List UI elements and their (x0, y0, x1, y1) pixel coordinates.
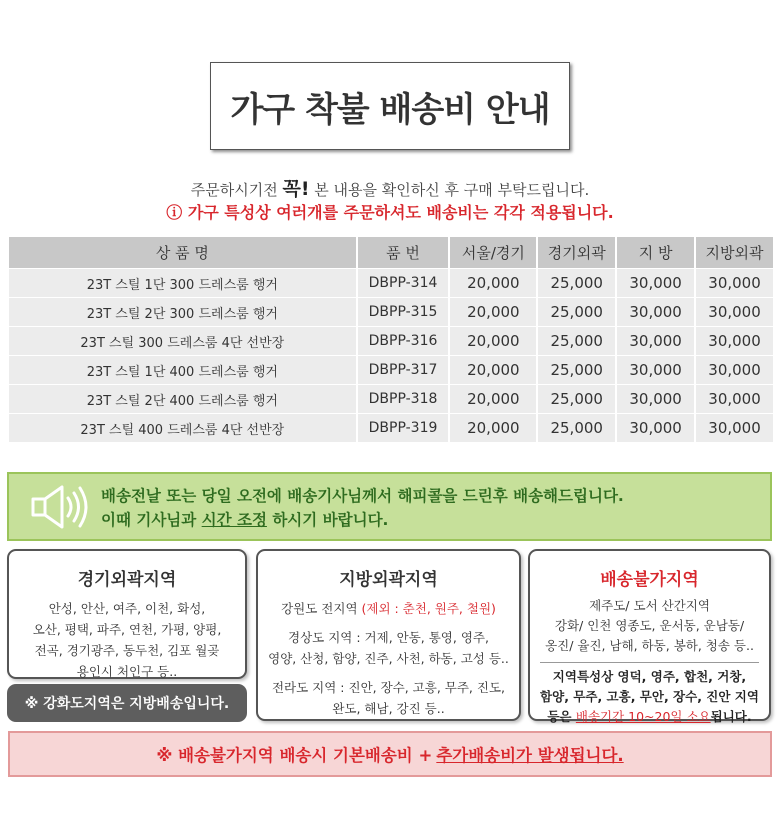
cell-name: 23T 스틸 1단 400 드레스룸 행거 (9, 355, 356, 384)
cell-local-outer: 30,000 (696, 326, 773, 355)
cell-seoul: 20,000 (450, 326, 536, 355)
region-local-title: 지방외곽지역 (339, 570, 438, 590)
intro-post: 본 내용을 확인하신 후 구매 부탁드립니다. (309, 181, 590, 199)
cell-gyeonggi-outer: 25,000 (538, 384, 615, 413)
cell-local: 30,000 (617, 355, 694, 384)
gangwon-exception: (제외 : 춘천, 원주, 철원) (361, 601, 496, 616)
extra-fee-underline: 추가배송비가 발생됩니다. (436, 746, 624, 765)
extra-fee-pre: ※ 배송불가지역 배송시 기본배송비 + (156, 746, 433, 765)
happy-call-notice (7, 472, 772, 541)
cell-local: 30,000 (617, 297, 694, 326)
table-row (9, 297, 773, 326)
header-product-code: 품 번 (358, 237, 449, 268)
cell-gyeonggi-outer: 25,000 (538, 297, 615, 326)
region-gyeongsang-text (258, 627, 519, 669)
cell-name: 23T 스틸 300 드레스룸 4단 선반장 (9, 326, 356, 355)
delay-post: 됩니다. (710, 709, 752, 724)
notice-line-2-post: 하시기 바랍니다. (266, 511, 389, 529)
notice-line-1: 배송전날 또는 당일 오전에 배송기사님께서 해피콜을 드린후 배송해드립니다. (101, 487, 624, 505)
region-line: 영양, 산청, 함양, 진주, 사천, 하동, 고성 등.. (268, 651, 509, 666)
shipping-fee-table (7, 237, 775, 442)
gangwon-pre: 강원도 전지역 (281, 601, 362, 616)
region-line: 함양, 무주, 고흥, 무안, 장수, 진안 지역 (540, 689, 759, 704)
region-line: 경상도 지역 : 거제, 안동, 통영, 영주, (288, 630, 489, 645)
cell-name: 23T 스틸 1단 300 드레스룸 행거 (9, 268, 356, 297)
region-line: 전라도 지역 : 진안, 장수, 고흥, 무주, 진도, (271, 680, 506, 695)
region-line: 전곡, 경기광주, 동두천, 김포 월곶 (34, 643, 220, 658)
speaker-icon (29, 482, 97, 532)
cell-seoul: 20,000 (450, 384, 536, 413)
delay-period: 배송기간 10~20일 소요 (575, 709, 711, 724)
cell-seoul: 20,000 (450, 297, 536, 326)
region-line: 지역특성상 영덕, 영주, 합천, 거창, (552, 669, 747, 684)
cell-gyeonggi-outer: 25,000 (538, 413, 615, 442)
table-row (9, 355, 773, 384)
region-line: 옹진/ 율진, 남해, 하동, 봉하, 청송 등.. (545, 638, 754, 653)
cell-local-outer: 30,000 (696, 384, 773, 413)
cell-code: DBPP-317 (358, 355, 449, 384)
cell-local: 30,000 (617, 326, 694, 355)
cell-code: DBPP-316 (358, 326, 449, 355)
table-row (9, 413, 773, 442)
cell-code: DBPP-314 (358, 268, 449, 297)
undeliverable-areas (530, 596, 769, 656)
intro-warning: ⓘ 가구 특성상 여러개를 주문하셔도 배송비는 각각 적용됩니다. (166, 203, 614, 222)
notice-line-2 (101, 508, 624, 532)
cell-seoul: 20,000 (450, 413, 536, 442)
region-line: 제주도/ 도서 산간지역 (589, 598, 710, 613)
cell-seoul: 20,000 (450, 268, 536, 297)
ganghwa-note: ※ 강화도지역은 지방배송입니다. (7, 684, 247, 722)
cell-name: 23T 스틸 400 드레스룸 4단 선반장 (9, 413, 356, 442)
notice-line-2-pre: 이때 기사님과 (101, 511, 202, 529)
cell-local-outer: 30,000 (696, 413, 773, 442)
cell-local: 30,000 (617, 268, 694, 297)
cell-code: DBPP-318 (358, 384, 449, 413)
region-gyeonggi-text (9, 598, 245, 682)
region-gangwon-line (258, 598, 519, 619)
region-line: 오산, 평택, 파주, 연천, 가평, 양평, (32, 622, 222, 637)
intro-emphasis: 꼭! (282, 178, 310, 200)
cell-name: 23T 스틸 2단 300 드레스룸 행거 (9, 297, 356, 326)
notice-text (101, 484, 624, 532)
cell-local-outer: 30,000 (696, 355, 773, 384)
delay-pre: 등은 (547, 709, 576, 724)
table-row (9, 384, 773, 413)
header-local-outer: 지방외곽 (696, 237, 773, 268)
cell-gyeonggi-outer: 25,000 (538, 268, 615, 297)
cell-code: DBPP-319 (358, 413, 449, 442)
intro-line-1 (0, 174, 780, 201)
notice-line-2-underline: 시간 조정 (201, 511, 267, 529)
intro-pre: 주문하시기전 (190, 181, 283, 199)
header-product-name: 상 품 명 (9, 237, 356, 268)
cell-name: 23T 스틸 2단 400 드레스룸 행거 (9, 384, 356, 413)
region-undeliverable (528, 549, 771, 724)
page-title: 가구 착불 배송비 안내 (210, 62, 570, 150)
cell-local: 30,000 (617, 384, 694, 413)
delay-areas (530, 667, 769, 727)
extra-fee-notice (8, 731, 772, 777)
region-line: 용인시 처인구 등.. (76, 664, 178, 679)
region-local-outer (256, 549, 521, 721)
table-row (9, 326, 773, 355)
header-seoul-gyeonggi: 서울/경기 (450, 237, 536, 268)
region-gyeonggi-title: 경기외곽지역 (77, 570, 177, 590)
region-gyeonggi-outer (7, 549, 247, 679)
region-line: 강화/ 인천 영종도, 운서동, 운남동/ (554, 618, 745, 633)
header-gyeonggi-outer: 경기외곽 (538, 237, 615, 268)
cell-seoul: 20,000 (450, 355, 536, 384)
header-local: 지 방 (617, 237, 694, 268)
table-row (9, 268, 773, 297)
region-line: 안성, 안산, 여주, 이천, 화성, (48, 601, 206, 616)
cell-local-outer: 30,000 (696, 268, 773, 297)
cell-gyeonggi-outer: 25,000 (538, 326, 615, 355)
region-undeliverable-title: 배송불가지역 (600, 570, 699, 590)
cell-gyeonggi-outer: 25,000 (538, 355, 615, 384)
cell-local-outer: 30,000 (696, 297, 773, 326)
cell-local: 30,000 (617, 413, 694, 442)
region-divider (540, 662, 759, 663)
region-line-last (530, 707, 769, 727)
region-jeolla-text (258, 677, 519, 719)
table-header-row (9, 237, 773, 268)
cell-code: DBPP-315 (358, 297, 449, 326)
region-line: 완도, 해남, 강진 등.. (332, 701, 445, 716)
